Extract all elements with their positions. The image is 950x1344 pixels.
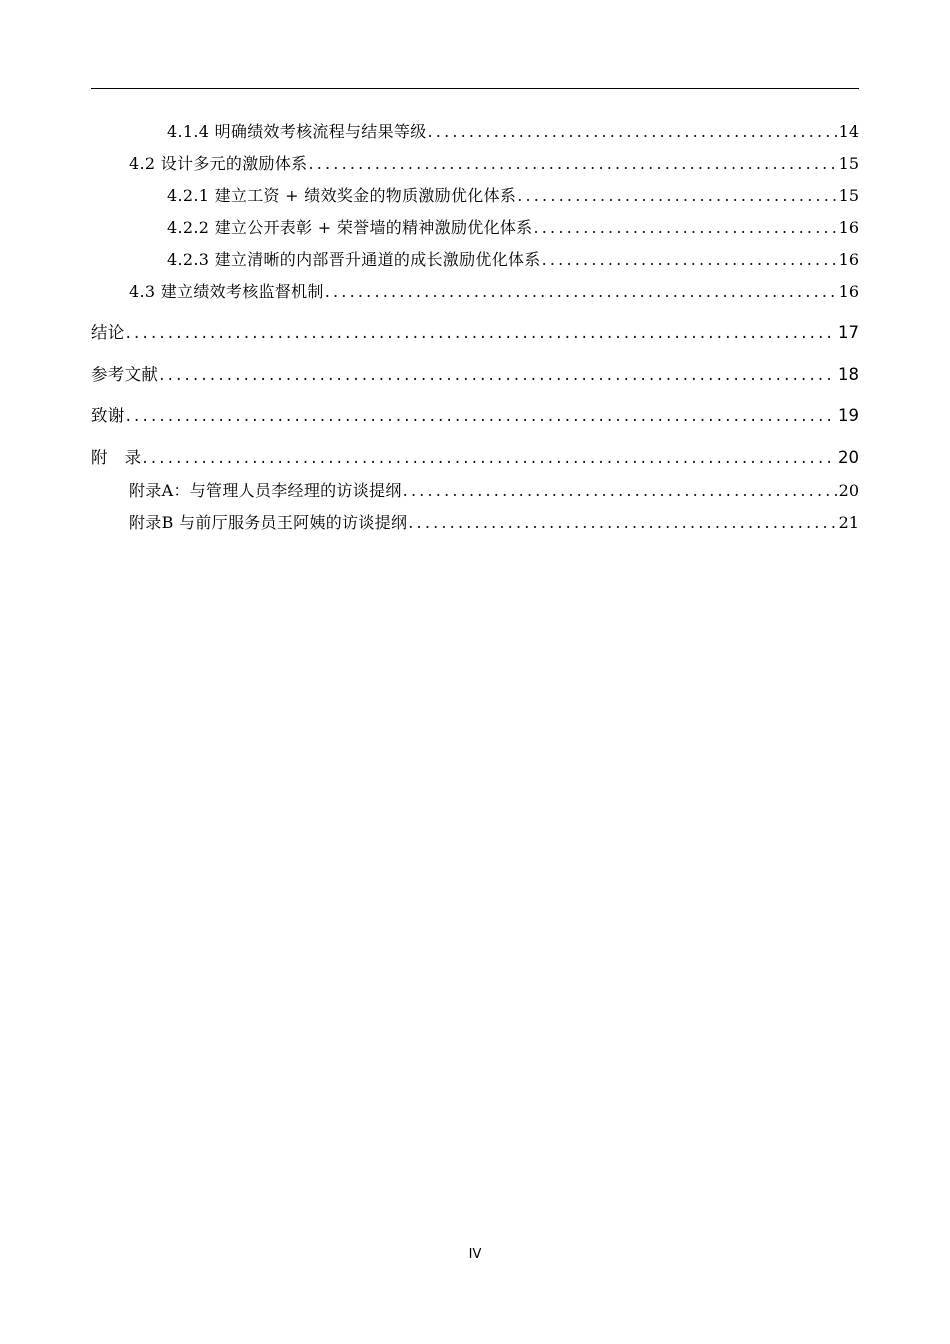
- page-number: IV: [468, 1247, 482, 1262]
- toc-entry-page: 18: [838, 365, 859, 384]
- toc-entry[interactable]: [129, 510, 859, 533]
- toc-dot-leader: [533, 218, 836, 237]
- toc-entry-title: 4.3 建立绩效考核监督机制: [129, 282, 324, 301]
- toc-entry-page: 14: [838, 122, 859, 141]
- toc-entry-page: 19: [838, 406, 859, 425]
- toc-entry-page: 16: [838, 250, 859, 269]
- toc-dot-leader: [403, 481, 837, 500]
- toc-dot-leader: [408, 513, 836, 532]
- toc-entry-title: 附录A：与管理人员李经理的访谈提纲: [129, 481, 402, 500]
- toc-entry-page: 16: [838, 282, 859, 301]
- toc-dot-leader: [428, 122, 837, 141]
- toc-dot-leader: [325, 282, 837, 301]
- toc-entry-title: 附 录: [91, 448, 142, 467]
- toc-entry-page: 20: [838, 481, 859, 500]
- toc-entry[interactable]: [91, 319, 859, 343]
- toc-entry-title: 附录B 与前厅服务员王阿姨的访谈提纲: [129, 513, 408, 532]
- table-of-contents: [0, 0, 950, 560]
- toc-entry-title: 4.2.2 建立公开表彰 + 荣誉墙的精神激励优化体系: [167, 218, 533, 237]
- toc-dot-leader: [308, 154, 836, 173]
- toc-entry[interactable]: [91, 444, 859, 468]
- toc-entry-title: 致谢: [91, 406, 125, 425]
- toc-entry-title: 4.2.1 建立工资 + 绩效奖金的物质激励优化体系: [167, 186, 517, 205]
- toc-entry[interactable]: [129, 151, 859, 174]
- toc-entry[interactable]: [129, 478, 859, 501]
- toc-entry[interactable]: [129, 279, 859, 302]
- toc-entry-title: 4.2 设计多元的激励体系: [129, 154, 308, 173]
- toc-entry-page: 21: [838, 513, 859, 532]
- toc-dot-leader: [142, 448, 836, 467]
- toc-entry[interactable]: [167, 119, 859, 142]
- toc-entry[interactable]: [91, 361, 859, 385]
- toc-entry-title: 结论: [91, 323, 125, 342]
- toc-entry-page: 20: [838, 448, 859, 467]
- toc-dot-leader: [542, 250, 837, 269]
- toc-entry-page: 17: [838, 323, 859, 342]
- toc-entry-page: 15: [838, 154, 859, 173]
- toc-dot-leader: [159, 365, 836, 384]
- toc-dot-leader: [517, 186, 836, 205]
- toc-entry-title: 参考文献: [91, 365, 159, 384]
- toc-entry-page: 16: [838, 218, 859, 237]
- toc-entry[interactable]: [167, 247, 859, 270]
- toc-entry[interactable]: [91, 402, 859, 426]
- toc-entry[interactable]: [167, 215, 859, 238]
- toc-entry-title: 4.1.4 明确绩效考核流程与结果等级: [167, 122, 427, 141]
- toc-entry-title: 4.2.3 建立清晰的内部晋升通道的成长激励优化体系: [167, 250, 541, 269]
- toc-dot-leader: [126, 406, 836, 425]
- toc-entry[interactable]: [167, 183, 859, 206]
- toc-entry-page: 15: [838, 186, 859, 205]
- toc-dot-leader: [126, 323, 836, 342]
